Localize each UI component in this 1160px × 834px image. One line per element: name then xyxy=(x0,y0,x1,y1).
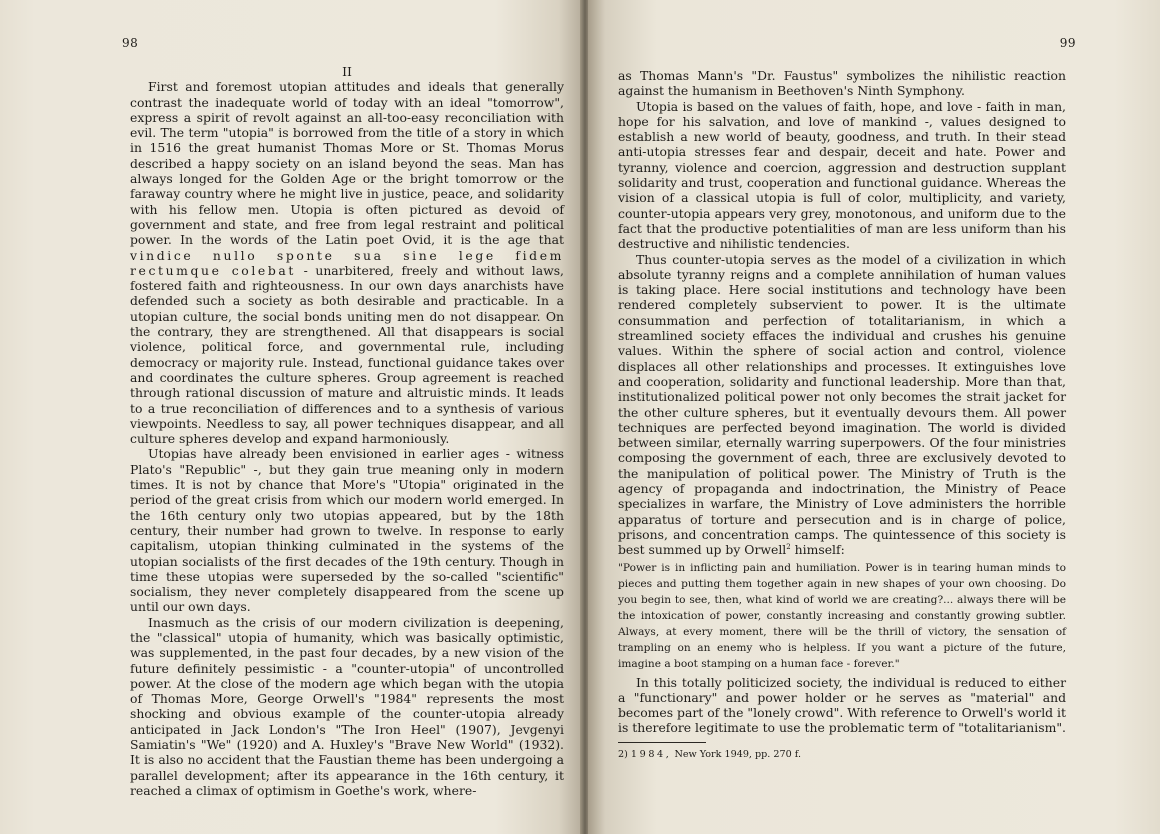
paragraph-continuation: as Thomas Mann's "Dr. Faustus" symbolizes the nihilistic reaction against the humanism in Beethoven's Ninth Symphony. xyxy=(618,68,1066,99)
section-number: II xyxy=(342,64,352,79)
latin-quotation: vindice nullo sponte sua sine lege fidem rectumque colebat xyxy=(130,247,564,278)
paragraph-history-of-utopias: Utopias have already been envisioned in earlier ages - witness Plato's "Republic" -, but they gain true meaning only in modern times. It is not by chance that More's "Utopia" originated in the period of the great crisis from which our modern world emerged. In the 16th century only two utopias appeared, but by the 18th century, their number had grown to twelve. In response to early capitalism, utopian thinking culminated in the systems of the utopian socialists of the first decades of the 19th century. Though in time these utopias were superseded by the so-called "scientific" socialism, they never completely disappeared from the scene up until our own days. xyxy=(130,446,564,615)
quote-text: "Power is in inflicting pain and humiliation. Power is in tearing human minds to pieces and putting them together again in new shapes of your own choosing. Do you begin to see, then, what kind of world we are creating?... always there will be the intoxication of power, constantly increasing and constantly growing subtler. Always, at every moment, there will be the thrill of victory, the sensation of trampling on an enemy who is helpless. If you want a picture of the future, imagine a boot stamping on a human face - forever." xyxy=(618,561,1066,670)
paragraph-counter-utopia: Inasmuch as the crisis of our modern civilization is deepening, the "classical" utopia of humanity, which was basically optimistic, was supplemented, in the past four decades, by a new vision of the future definitely pessimistic - a "counter-utopia" of uncontrolled power. At the close of the modern age which began with the utopia of Thomas More, George Orwell's "1984" represents the most shocking and obvious example of the counter-utopia already anticipated in Jack London's "The Iron Heel" (1907), Jevgenyi Samiatin's "We" (1920) and A. Huxley's "Brave New World" (1932). It is also no accident that the Faustian theme has been undergoing a parallel development; after its appearance in the 16th century, it reached a climax of optimism in Goethe's work, where- xyxy=(130,614,564,798)
footnote-reference: 2 xyxy=(786,543,791,552)
page-number-right: 99 xyxy=(1059,36,1076,50)
paragraph-totalitarianism: In this totally politicized society, the individual is reduced to either a "functionary" and power holder or he serves as "material" and becomes part of the "lonely crowd". With reference to Orwell's world it is therefore legitimate to use the problematic term of "totalitarianism". xyxy=(618,674,1066,736)
right-page-body xyxy=(618,68,1066,761)
orwell-block-quote xyxy=(618,560,1066,672)
paragraph-text: Thus counter-utopia serves as the model of a civilization in which absolute tyranny reigns and a complete annihilation of human values is taking place. Here social institutions and technology have been rendered completely subservient to power. It is the ultimate consummation and perfection of totalitarianism, in which a streamlined society effaces the individual and crushes his genuine values. Within the sphere of social action and control, violence displaces all other relationships and processes. It extinguishes love and cooperation, solidarity and functional leadership. More than that, institutionalized political power not only becomes the strait jacket for the other culture spheres, but it eventually devours them. All power techniques are perfected beyond imagination. The world is divided between similar, eternally warring superpowers. Of the four ministries composing the government of each, three are exclusively devoted to the manipulation of political power. The Ministry of Truth is the agency of propaganda and indoctrination, the Ministry of Peace specializes in warfare, the Ministry of Love administers the horrible apparatus of torture and persecution and is in charge of police, prisons, and concentration camps. The quintessence of this society is best summed up by Orwell xyxy=(618,251,1066,558)
page-number-left: 98 xyxy=(122,36,139,50)
paragraph-counter-utopia-model xyxy=(618,252,1066,558)
footnote xyxy=(618,749,1066,761)
paragraph-utopia-values: Utopia is based on the values of faith, hope, and love - faith in man, hope for his salvation, and love of mankind -, values designed to establish a new world of beauty, goodness, and truth. In their stead anti-utopia stresses fear and despair, deceit and hate. Power and tyranny, violence and coercion, aggression and destruction supplant solidarity and trust, cooperation and functional guidance. Whereas the vision of a classical utopia is full of color, multiplicity, and variety, counter-utopia appears very grey, monotonous, and uniform due to the fact that the productive potentialities of man are less uniform than his destructive and nihilistic tendencies. xyxy=(618,98,1066,252)
footnote-title: 1984, xyxy=(630,748,672,760)
footnote-divider xyxy=(618,742,706,743)
footnote-number: 2) xyxy=(618,748,628,760)
left-page-body xyxy=(130,64,564,798)
paragraph-utopian-ideals xyxy=(130,79,564,446)
footnote-source: New York 1949, pp. 270 f. xyxy=(674,748,802,760)
paragraph-text: himself: xyxy=(790,542,845,558)
paragraph-text: - unarbitered, freely and without laws, fostered faith and righteousness. In our own days anarchists have defended such a society as both desirable and practicable. In a utopian culture, the social bonds uniting men do not disappear. On the contrary, they are strengthened. All that disappears is social violence, political force, and governmental rule, including democracy or majority rule. Instead, functional guidance takes over and coordinates the culture spheres. Group agreement is reached through rational discussion of mature and altruistic minds. It leads to a true reconciliation of differences and to a synthesis of various viewpoints. Needless to say, all power techniques disappear, and all culture spheres develop and expand harmoniously. xyxy=(130,262,564,447)
right-page xyxy=(588,0,1160,834)
paragraph-text: First and foremost utopian attitudes and ideals that generally contrast the inadequate world of today with an ideal "tomorrow", express a spirit of revolt against an all-too-easy reconciliation with evil. The term "utopia" is borrowed from the title of a story in which in 1516 the great humanist Thomas More or St. Thomas Morus described a happy society on an island beyond the seas. Man has always longed for the Golden Age or the bright tomorrow or the faraway country where he might live in justice, peace, and solidarity with his fellow men. Utopia is often pictured as devoid of government and state, and free from legal restraint and political power. In the words of the Latin poet Ovid, it is the age that xyxy=(130,79,564,248)
